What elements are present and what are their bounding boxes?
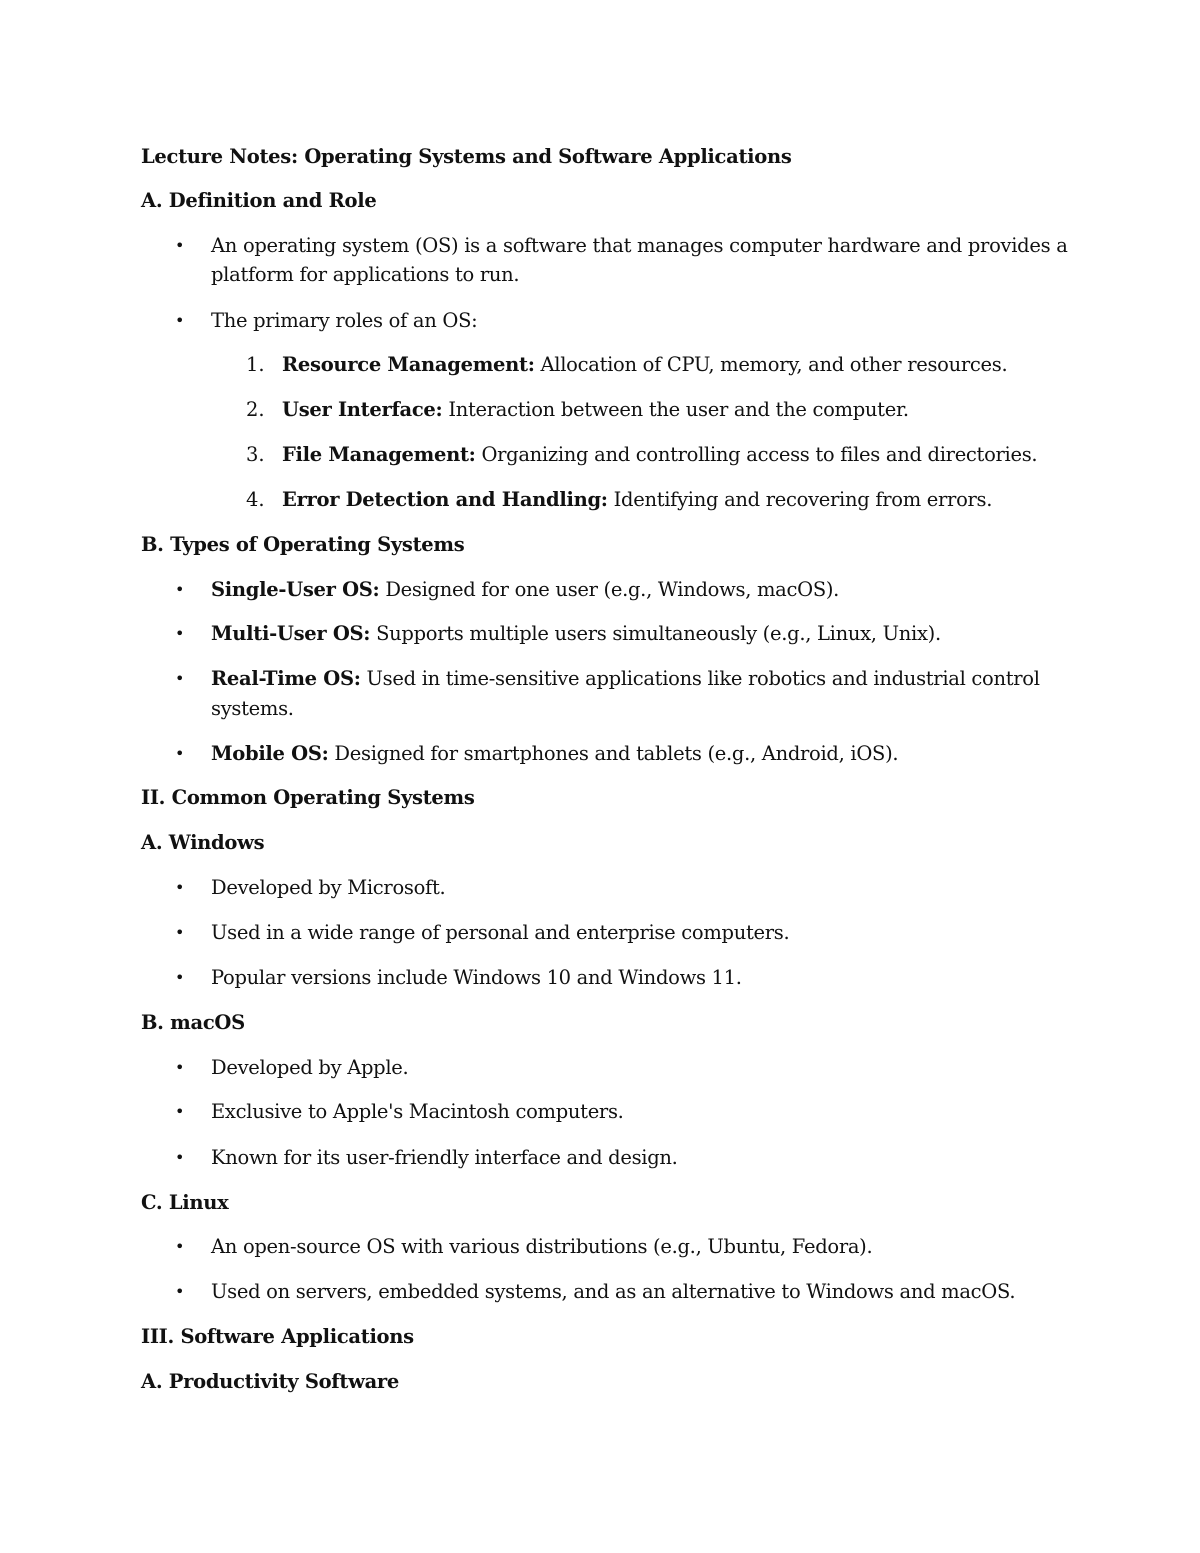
list-item-continuation: platform for applications to run.	[211, 263, 520, 286]
document-title: Lecture Notes: Operating Systems and Software Applications	[141, 145, 792, 168]
bullet-icon: •	[175, 311, 185, 330]
bullet-icon: •	[175, 1237, 185, 1256]
item-term: Mobile OS:	[211, 742, 329, 765]
bullet-icon: •	[175, 580, 185, 599]
item-term: User Interface:	[282, 398, 443, 421]
list-item: An operating system (OS) is a software that manages computer hardware and provides a	[211, 234, 1068, 257]
list-number: 1.	[246, 353, 265, 376]
item-term: Real-Time OS:	[211, 667, 361, 690]
list-item	[211, 619, 941, 649]
section-heading: A. Windows	[141, 831, 265, 854]
bullet-icon: •	[175, 669, 185, 688]
section-heading: B. Types of Operating Systems	[141, 533, 465, 556]
list-item	[211, 739, 898, 769]
section-heading: A. Definition and Role	[141, 189, 377, 212]
list-item: Known for its user-friendly interface and design.	[211, 1146, 678, 1169]
numbered-item	[282, 395, 909, 425]
numbered-item	[282, 485, 992, 515]
item-term: File Management:	[282, 443, 476, 466]
bullet-icon: •	[175, 1282, 185, 1301]
bullet-icon: •	[175, 1148, 185, 1167]
bullet-icon: •	[175, 624, 185, 643]
bullet-icon: •	[175, 923, 185, 942]
section-heading: II. Common Operating Systems	[141, 786, 475, 809]
list-number: 2.	[246, 398, 265, 421]
list-number: 4.	[246, 488, 265, 511]
section-heading: III. Software Applications	[141, 1325, 414, 1348]
item-term: Single-User OS:	[211, 578, 380, 601]
item-desc: Designed for smartphones and tablets (e.g., Android, iOS).	[328, 742, 899, 765]
list-item	[211, 575, 839, 605]
list-item: Developed by Apple.	[211, 1056, 409, 1079]
list-item	[211, 664, 1040, 694]
item-desc: Organizing and controlling access to files and directories.	[475, 443, 1038, 466]
item-desc: Allocation of CPU, memory, and other resources.	[534, 353, 1008, 376]
bullet-icon: •	[175, 1102, 185, 1121]
numbered-item	[282, 440, 1037, 470]
item-desc: Designed for one user (e.g., Windows, macOS).	[379, 578, 840, 601]
bullet-icon: •	[175, 236, 185, 255]
bullet-icon: •	[175, 744, 185, 763]
list-item: The primary roles of an OS:	[211, 309, 478, 332]
bullet-icon: •	[175, 968, 185, 987]
section-heading: C. Linux	[141, 1191, 229, 1214]
list-item: Used on servers, embedded systems, and as an alternative to Windows and macOS.	[211, 1280, 1016, 1303]
list-item: Used in a wide range of personal and enterprise computers.	[211, 921, 790, 944]
item-desc: Interaction between the user and the computer.	[442, 398, 909, 421]
item-term: Error Detection and Handling:	[282, 488, 608, 511]
list-item: Popular versions include Windows 10 and Windows 11.	[211, 966, 742, 989]
bullet-icon: •	[175, 1058, 185, 1077]
bullet-icon: •	[175, 878, 185, 897]
section-heading: A. Productivity Software	[141, 1370, 400, 1393]
list-item-continuation: systems.	[211, 697, 294, 720]
list-item: Exclusive to Apple's Macintosh computers.	[211, 1100, 624, 1123]
item-term: Resource Management:	[282, 353, 535, 376]
list-item: An open-source OS with various distributions (e.g., Ubuntu, Fedora).	[211, 1235, 873, 1258]
item-desc: Used in time-sensitive applications like robotics and industrial control	[360, 667, 1040, 690]
item-term: Multi-User OS:	[211, 622, 371, 645]
numbered-item	[282, 350, 1007, 380]
list-number: 3.	[246, 443, 265, 466]
list-item: Developed by Microsoft.	[211, 876, 446, 899]
item-desc: Identifying and recovering from errors.	[607, 488, 993, 511]
section-heading: B. macOS	[141, 1011, 245, 1034]
item-desc: Supports multiple users simultaneously (e.g., Linux, Unix).	[370, 622, 941, 645]
